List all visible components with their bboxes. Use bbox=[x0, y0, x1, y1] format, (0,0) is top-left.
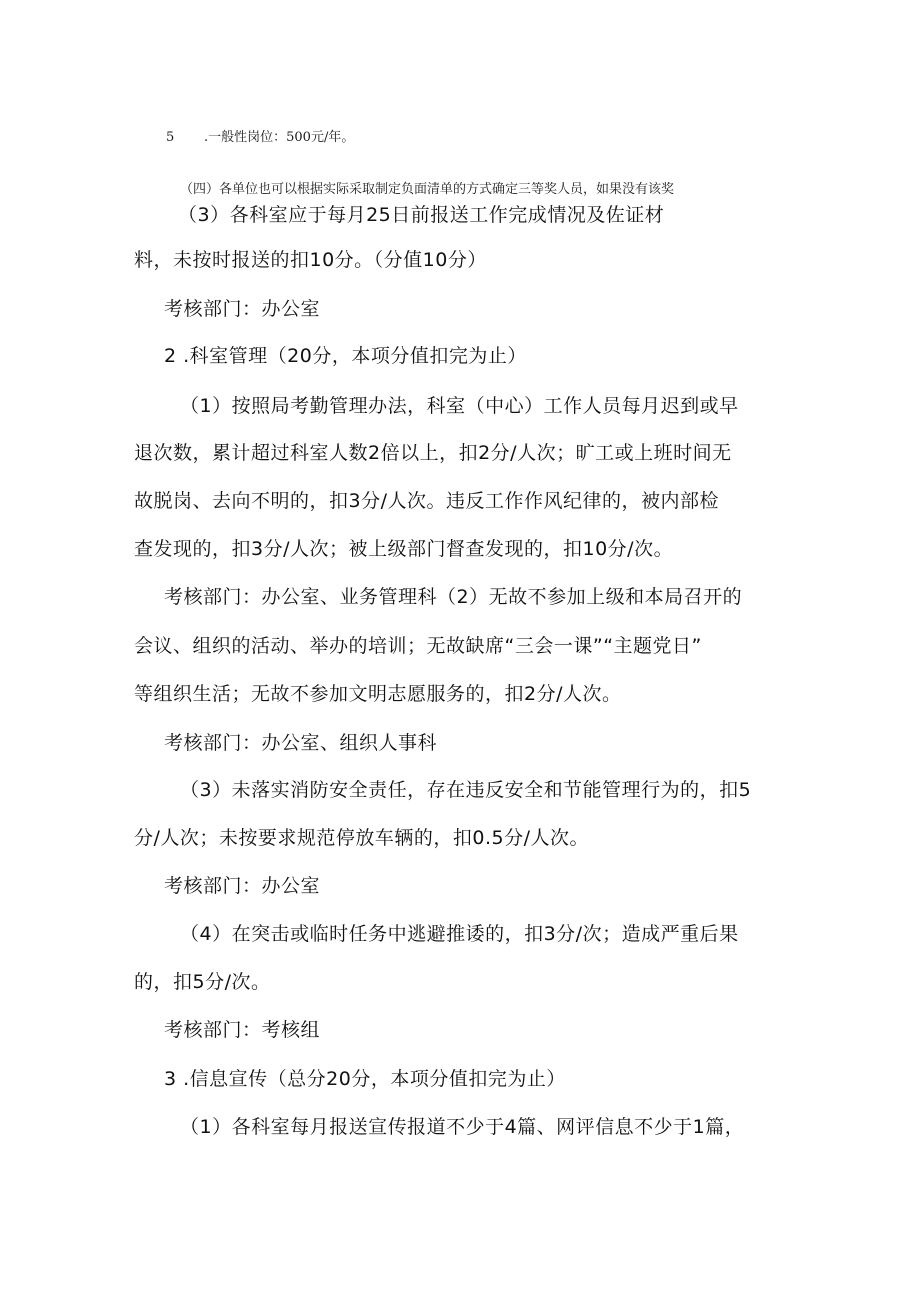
list-number: 5 bbox=[166, 130, 175, 145]
text-line: （4）在突击或临时任务中逃避推诿的，扣3分/次；造成严重后果 bbox=[180, 923, 739, 945]
text-line: 等组织生活；无故不参加文明志愿服务的，扣2分/人次。 bbox=[134, 683, 622, 705]
text-line: （3）未落实消防安全责任，存在违反安全和节能管理行为的，扣5 bbox=[180, 779, 752, 801]
list-text: .一般性岗位：500元/年。 bbox=[204, 130, 355, 145]
text-line: 分/人次；未按要求规范停放车辆的，扣0.5分/人次。 bbox=[134, 827, 590, 849]
text-line: （3）各科室应于每月25日前报送工作完成情况及佐证材 bbox=[178, 204, 665, 226]
text-line: 考核部门：办公室、业务管理科（2）无故不参加上级和本局召开的 bbox=[164, 586, 743, 608]
text-line: （四）各单位也可以根据实际采取制定负面清单的方式确定三等奖人员，如果没有该奖 bbox=[180, 182, 675, 197]
text-line: 料，未按时报送的扣10分。（分值10分） bbox=[134, 249, 487, 271]
text-line: 故脱岗、去向不明的，扣3分/人次。违反工作作风纪律的，被内部检 bbox=[134, 490, 719, 512]
text-line: 考核部门：考核组 bbox=[164, 1019, 321, 1041]
section-heading: 3 .信息宣传（总分20分，本项分值扣完为止） bbox=[164, 1068, 566, 1090]
text-line: 考核部门：办公室 bbox=[164, 298, 321, 320]
text-line: 考核部门：办公室 bbox=[164, 875, 321, 897]
text-line: 查发现的，扣3分/人次；被上级部门督查发现的，扣10分/次。 bbox=[134, 538, 674, 560]
text-line bbox=[166, 126, 354, 145]
text-line: 的，扣5分/次。 bbox=[134, 971, 271, 993]
text-line: 考核部门：办公室、组织人事科 bbox=[164, 732, 438, 754]
section-heading: 2 .科室管理（20分，本项分值扣完为止） bbox=[164, 345, 527, 367]
text-line: 会议、组织的活动、举办的培训；无故缺席“三会一课”“主题党日” bbox=[134, 635, 702, 657]
text-line: （1）按照局考勤管理办法，科室（中心）工作人员每月迟到或早 bbox=[180, 395, 739, 417]
text-line: 退次数，累计超过科室人数2倍以上，扣2分/人次；旷工或上班时间无 bbox=[134, 442, 732, 464]
text-line: （1）各科室每月报送宣传报道不少于4篇、网评信息不少于1篇， bbox=[180, 1116, 745, 1138]
